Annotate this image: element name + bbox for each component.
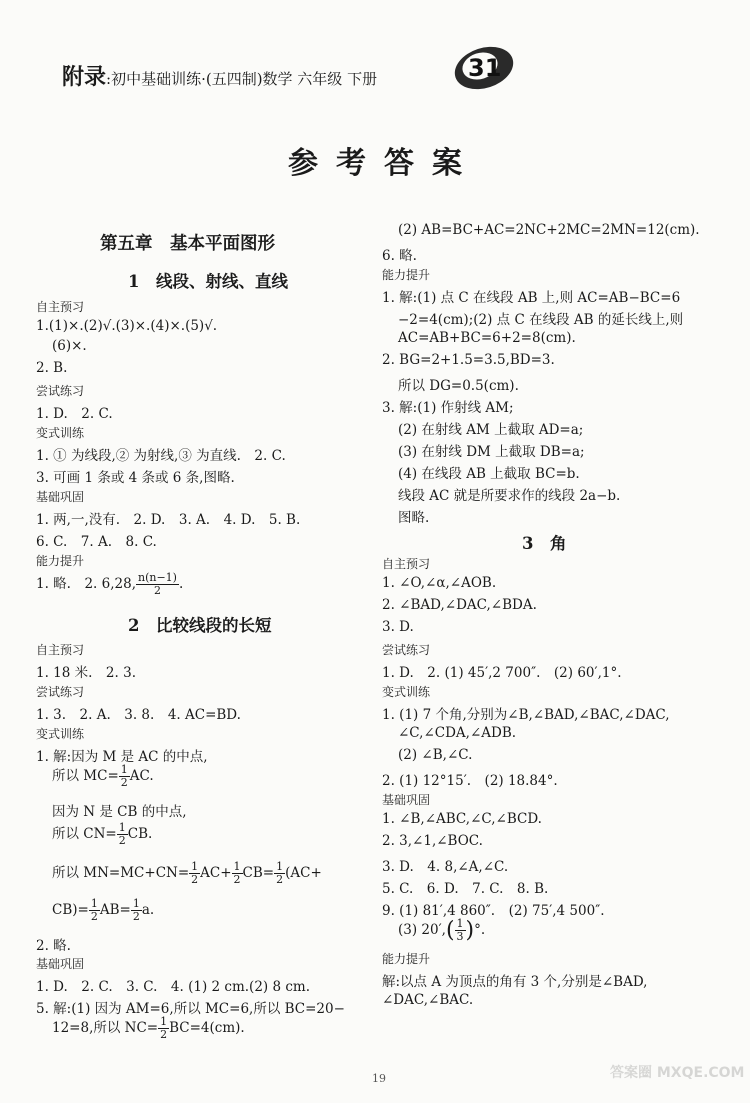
- answer-line: 2. BG=2+1.5=3.5,BD=3.: [382, 352, 555, 368]
- answer-line: (2) AB=BC+AC=2NC+2MC=2MN=12(cm).: [398, 222, 700, 238]
- answer-line: 1. 解:因为 M 是 AC 的中点,: [36, 749, 208, 765]
- subsection-label: 基础巩固: [382, 793, 431, 807]
- section-heading: 2 比较线段的长短: [128, 616, 272, 635]
- subsection-label: 自主预习: [36, 300, 85, 314]
- subsection-label: 自主预习: [36, 643, 85, 657]
- fraction-half: $\frac{1}{2}$: [160, 1015, 168, 1041]
- answer-line: 2. 略.: [36, 938, 71, 954]
- series-logo-icon: [450, 38, 518, 94]
- watermark: [610, 1062, 745, 1100]
- answer-line: 1. ∠O,∠α,∠AOB.: [382, 575, 497, 591]
- answer-line: ∠DAC,∠BAC.: [382, 992, 474, 1008]
- page-title: 参考答案: [288, 146, 480, 181]
- answer-line: 1. ∠B,∠ABC,∠C,∠BCD.: [382, 811, 542, 827]
- answer-line: 6. 略.: [382, 248, 417, 264]
- answer-line: 2. (1) 12°15′. (2) 18.84°.: [382, 773, 558, 789]
- subsection-label: 自主预习: [382, 557, 431, 571]
- answer-line: 5. 解:(1) 因为 AM=6,所以 MC=6,所以 BC=20−: [36, 1001, 345, 1017]
- answer-line: (3) 在射线 DM 上截取 DB=a;: [398, 444, 585, 460]
- answer-line: 1. D. 2. C.: [36, 406, 113, 422]
- answer-line: 图略.: [398, 510, 430, 526]
- fraction-half: $\frac{1}{2}$: [90, 897, 98, 923]
- mn-equation: 所以 MN=MC+CN= $\frac{1}{2}$ AC+ $\frac{1}{2}$ CB= $\frac{1}{2}$ (AC+: [52, 860, 322, 886]
- subsection-label: 基础巩固: [36, 490, 85, 504]
- fraction-half: $\frac{1}{2}$: [120, 763, 128, 789]
- answer-line: (2) 在射线 AM 上截取 AD=a;: [398, 422, 584, 438]
- answer-line: 6. C. 7. A. 8. C.: [36, 534, 157, 550]
- fraction-half: $\frac{1}{2}$: [233, 860, 241, 886]
- section-heading: 3 角: [522, 534, 567, 553]
- subsection-label: 尝试练习: [36, 685, 85, 699]
- header-text: :初中基础训练·(五四制)数学 六年级 下册: [106, 70, 378, 88]
- answer-line: (4) 在线段 AB 上截取 BC=b.: [398, 466, 580, 482]
- logo-text: 31: [468, 54, 502, 82]
- ability-answer-text: 1. 略. 2. 6,28,: [36, 576, 136, 592]
- answer-line: 1. 解:(1) 点 C 在线段 AB 上,则 AC=AB−BC=6: [382, 290, 681, 306]
- watermark-text: 答案圈 MXQE.COM: [610, 1065, 745, 1081]
- answer-line: 因为 N 是 CB 的中点,: [52, 804, 187, 820]
- ability-answer-line: 1. 略. 2. 6,28, $\frac{n(n-1)}{2}$ .: [36, 571, 184, 597]
- answer-line: 1.(1)×.(2)√.(3)×.(4)×.(5)√.: [36, 318, 218, 334]
- answer-line: 3. 可画 1 条或 4 条或 6 条,图略.: [36, 470, 235, 486]
- answer-line: 2. 3,∠1,∠BOC.: [382, 833, 483, 849]
- answer-line: −2=4(cm);(2) 点 C 在线段 AB 的延长线上,则: [398, 312, 684, 328]
- subsection-label: 变式训练: [36, 426, 85, 440]
- fraction-half: $\frac{1}{2}$: [118, 821, 126, 847]
- nc-equation: 12=8,所以 NC= $\frac{1}{2}$ BC=4(cm).: [52, 1015, 245, 1041]
- answer-line: 所以 DG=0.5(cm).: [398, 378, 519, 394]
- answer-line: 线段 AC 就是所要求作的线段 2a−b.: [398, 488, 621, 504]
- answer-line: 1. D. 2. (1) 45′,2 700″. (2) 60′,1°.: [382, 665, 622, 681]
- subsection-label: 能力提升: [36, 554, 85, 568]
- answer-line: 1. 18 米. 2. 3.: [36, 665, 136, 681]
- fraction-one-third: $\frac{1}{3}$: [456, 917, 464, 943]
- answer-line: AC=AB+BC=6+2=8(cm).: [398, 330, 576, 346]
- header-prefix: 附录: [62, 64, 107, 90]
- answer-line: 1. 3. 2. A. 3. 8. 4. AC=BD.: [36, 707, 241, 723]
- answer-line: 3. D. 4. 8,∠A,∠C.: [382, 859, 509, 875]
- subsection-label: 基础巩固: [36, 957, 85, 971]
- chapter-heading: 第五章 基本平面图形: [100, 234, 275, 254]
- answer-line: 2. ∠BAD,∠DAC,∠BDA.: [382, 597, 537, 613]
- cb-equation: CB)= $\frac{1}{2}$ AB= $\frac{1}{2}$ a.: [52, 897, 155, 923]
- degree-fraction-line: (3) 20′,( $\frac{1}{3}$ )°.: [398, 917, 486, 943]
- subsection-label: 能力提升: [382, 952, 431, 966]
- answer-line: 1. D. 2. C. 3. C. 4. (1) 2 cm.(2) 8 cm.: [36, 979, 310, 995]
- answer-line: ∠C,∠CDA,∠ADB.: [398, 725, 517, 741]
- answer-line: 3. D.: [382, 619, 414, 635]
- answer-line: 解:以点 A 为顶点的角有 3 个,分别是∠BAD,: [382, 974, 648, 990]
- answer-line: (6)×.: [52, 338, 87, 354]
- answer-line: 9. (1) 81′,4 860″. (2) 75′,4 500″.: [382, 903, 605, 919]
- subsection-label: 变式训练: [382, 685, 431, 699]
- answer-line: 2. B.: [36, 360, 68, 376]
- answer-line: 1. (1) 7 个角,分别为∠B,∠BAD,∠BAC,∠DAC,: [382, 707, 670, 723]
- answer-line: 5. C. 6. D. 7. C. 8. B.: [382, 881, 549, 897]
- answer-line: 1. 两,一,没有. 2. D. 3. A. 4. D. 5. B.: [36, 512, 301, 528]
- fraction-half: $\frac{1}{2}$: [132, 897, 140, 923]
- subsection-label: 能力提升: [382, 268, 431, 282]
- running-header: [62, 60, 377, 91]
- page-number: 19: [372, 1072, 386, 1085]
- section-heading: 1 线段、射线、直线: [128, 272, 288, 291]
- cn-equation: 所以 CN= $\frac{1}{2}$ CB.: [52, 821, 153, 847]
- subsection-label: 尝试练习: [36, 384, 85, 398]
- answer-line: 3. 解:(1) 作射线 AM;: [382, 400, 514, 416]
- mc-equation: 所以 MC= $\frac{1}{2}$ AC.: [52, 763, 154, 789]
- answer-line: 1. ① 为线段,② 为射线,③ 为直线. 2. C.: [36, 448, 286, 464]
- fraction-n-n-1-over-2: $\frac{n(n-1)}{2}$: [137, 571, 177, 597]
- subsection-label: 尝试练习: [382, 643, 431, 657]
- fraction-half: $\frac{1}{2}$: [276, 860, 284, 886]
- subsection-label: 变式训练: [36, 727, 85, 741]
- fraction-half: $\frac{1}{2}$: [191, 860, 199, 886]
- answer-line: (2) ∠B,∠C.: [398, 747, 473, 763]
